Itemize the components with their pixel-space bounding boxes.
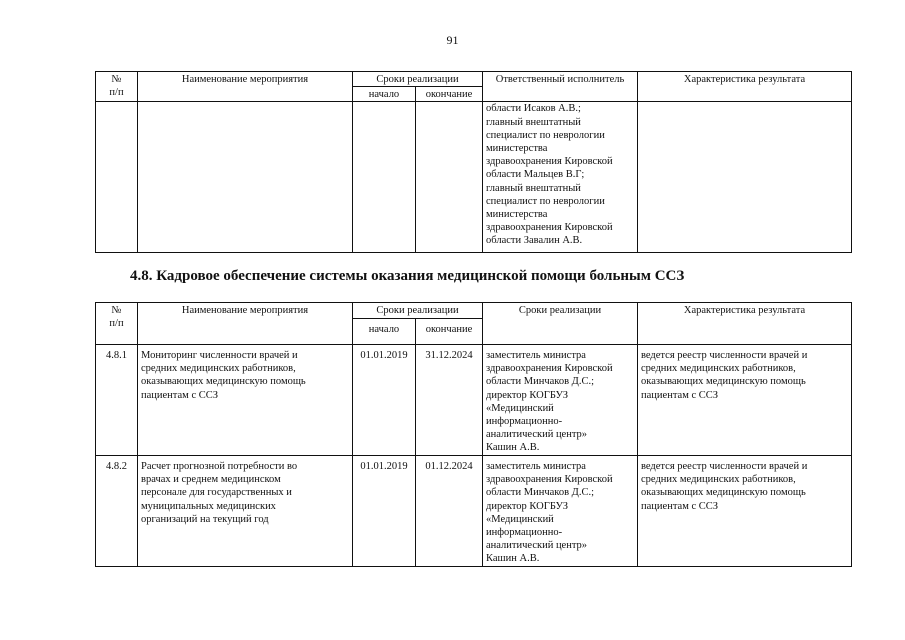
responsible-line: аналитический центр» xyxy=(486,429,588,441)
responsible-line: «Медицинский xyxy=(486,402,554,414)
responsible-line: области Минчаков Д.С.; xyxy=(486,376,594,388)
responsible-line: директор КОГБУЗ xyxy=(486,389,569,401)
result-line: пациентам с ССЗ xyxy=(641,389,719,401)
cell-end: 01.12.2024 xyxy=(416,456,483,567)
cell-result xyxy=(638,345,852,456)
cell-name xyxy=(138,456,353,567)
responsible-line: специалист по неврологии xyxy=(486,195,605,207)
name-line: муниципальных медицинских xyxy=(141,500,276,512)
cell-responsible xyxy=(483,102,638,253)
cell-responsible xyxy=(483,345,638,456)
cell-end: 31.12.2024 xyxy=(416,345,483,456)
result-line: средних медицинских работников, xyxy=(641,474,796,486)
name-line: персонале для государственных и xyxy=(141,487,292,499)
header-num-line1: № xyxy=(111,74,122,85)
result-line: пациентам с ССЗ xyxy=(641,500,719,512)
responsible-line: Кашин А.В. xyxy=(486,442,540,454)
result-line: ведется реестр численности врачей и xyxy=(641,461,808,472)
header-result: Характеристика результата xyxy=(638,303,852,345)
responsible-line: аналитический центр» xyxy=(486,540,588,552)
responsible-line: заместитель министра xyxy=(486,350,586,361)
header-name: Наименование мероприятия xyxy=(138,72,353,102)
responsible-line: специалист по неврологии xyxy=(486,129,605,141)
table-continuation xyxy=(95,71,852,253)
page-number: 91 xyxy=(446,33,459,47)
header-num-line1: № xyxy=(111,305,122,316)
table-row xyxy=(96,345,852,456)
table-row xyxy=(96,456,852,567)
cell-start xyxy=(353,102,416,253)
header-responsible: Ответственный исполнитель xyxy=(483,72,638,102)
responsible-line: области Минчаков Д.С.; xyxy=(486,487,594,499)
name-line: организаций на текущий год xyxy=(141,513,269,525)
header-start: начало xyxy=(353,319,416,345)
cell-result xyxy=(638,456,852,567)
responsible-line: главный внештатный xyxy=(486,182,581,194)
responsible-line: главный внештатный xyxy=(486,116,581,128)
responsible-line: министерства xyxy=(486,143,548,155)
name-line: врачах и среднем медицинском xyxy=(141,474,281,486)
header-terms: Сроки реализации xyxy=(353,72,483,87)
name-line: Мониторинг численности врачей и xyxy=(141,350,298,361)
cell-result xyxy=(638,102,852,253)
responsible-line: директор КОГБУЗ xyxy=(486,500,569,512)
header-name: Наименование мероприятия xyxy=(138,303,353,345)
name-line: средних медицинских работников, xyxy=(141,363,296,375)
header-result: Характеристика результата xyxy=(638,72,852,102)
header-start: начало xyxy=(353,87,416,102)
cell-responsible xyxy=(483,456,638,567)
header-end: окончание xyxy=(416,319,483,345)
table-staffing xyxy=(95,302,852,567)
cell-name xyxy=(138,102,353,253)
cell-num: 4.8.2 xyxy=(96,456,138,567)
cell-name xyxy=(138,345,353,456)
cell-start: 01.01.2019 xyxy=(353,345,416,456)
responsible-line: министерства xyxy=(486,209,548,221)
result-line: оказывающих медицинскую помощь xyxy=(641,376,806,388)
result-line: средних медицинских работников, xyxy=(641,363,796,375)
responsible-line: информационно- xyxy=(486,527,563,539)
cell-num: 4.8.1 xyxy=(96,345,138,456)
cell-start: 01.01.2019 xyxy=(353,456,416,567)
header-num-line2: п/п xyxy=(109,318,124,330)
responsible-line: Кашин А.В. xyxy=(486,553,540,565)
result-line: ведется реестр численности врачей и xyxy=(641,350,808,361)
header-end: окончание xyxy=(416,87,483,102)
responsible-line: здравоохранения Кировской xyxy=(486,156,613,168)
header-terms: Сроки реализации xyxy=(353,303,483,319)
responsible-line: информационно- xyxy=(486,416,563,428)
cell-end xyxy=(416,102,483,253)
header-num xyxy=(96,72,138,102)
responsible-line: здравоохранения Кировской xyxy=(486,474,613,486)
table-row xyxy=(96,102,852,253)
responsible-line: здравоохранения Кировской xyxy=(486,363,613,375)
cell-num xyxy=(96,102,138,253)
responsible-line: здравоохранения Кировской xyxy=(486,222,613,234)
name-line: оказывающих медицинскую помощь xyxy=(141,376,306,388)
header-num-line2: п/п xyxy=(109,87,124,99)
responsible-line: «Медицинский xyxy=(486,513,554,525)
name-line: Расчет прогнозной потребности во xyxy=(141,461,298,472)
header-col4: Сроки реализации xyxy=(483,303,638,345)
result-line: оказывающих медицинскую помощь xyxy=(641,487,806,499)
responsible-line: области Исаков А.В.; xyxy=(486,103,581,115)
responsible-line: области Завалин А.В. xyxy=(486,235,583,247)
section-heading: 4.8. Кадровое обеспечение системы оказания медицинской помощи больным ССЗ xyxy=(130,268,685,284)
responsible-line: области Мальцев В.Г; xyxy=(486,169,585,181)
header-num xyxy=(96,303,138,345)
responsible-line: заместитель министра xyxy=(486,461,586,472)
name-line: пациентам с ССЗ xyxy=(141,389,218,401)
